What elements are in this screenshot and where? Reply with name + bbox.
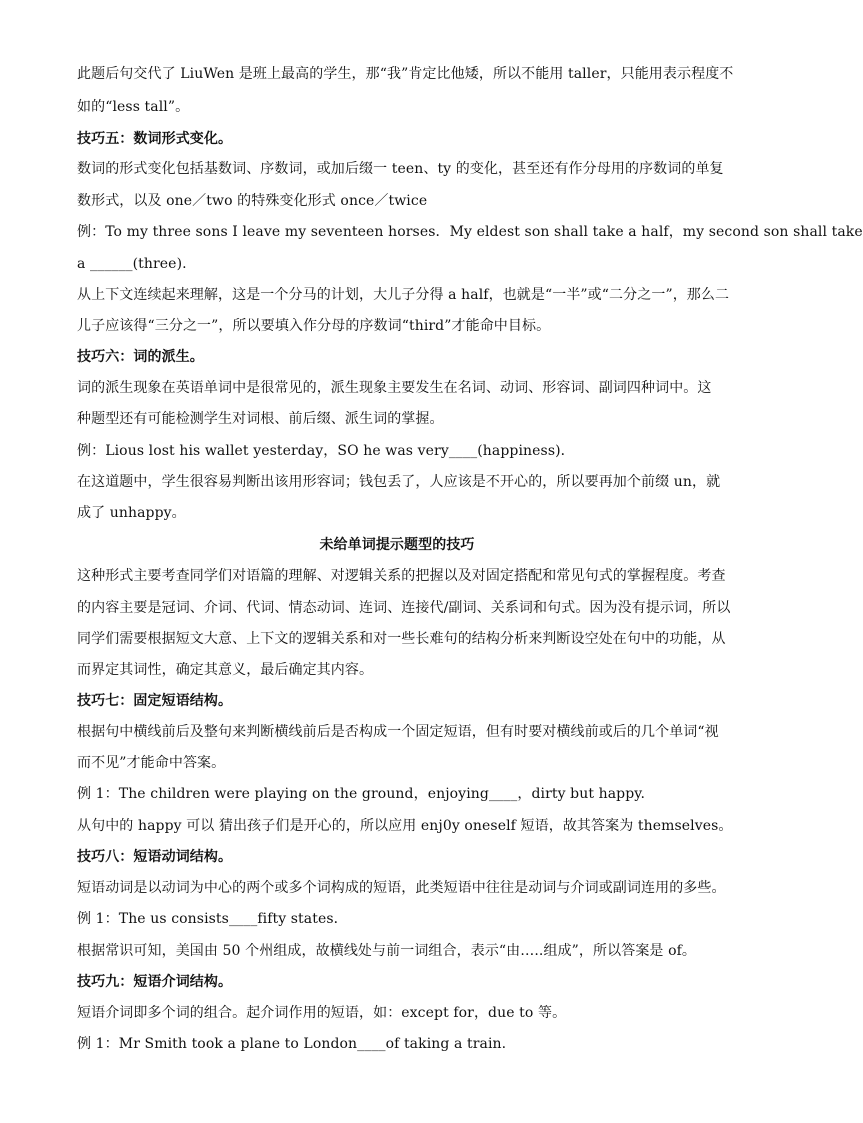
text-line: 而不见”才能命中答案。 <box>77 755 226 771</box>
text-line: 而界定其词性，确定其意义，最后确定其内容。 <box>77 662 374 678</box>
text-line: 同学们需要根据短文大意、上下文的逻辑关系和对一些长难句的结构分析来判断设空处在句中的功能，从 <box>77 631 726 647</box>
example-line: 例：To my three sons I leave my seventeen horses．My eldest son shall take a half，my second son shall take <box>77 224 863 240</box>
text-line: 的内容主要是冠词、介词、代词、情态动词、连词、连接代/副词、关系词和句式。因为没有提示词，所以 <box>77 600 731 616</box>
text-line: 从句中的 happy 可以 猜出孩子们是开心的，所以应用 enj0y oneself 短语，故其答案为 themselves。 <box>77 818 733 834</box>
example-line: 例 1：The children were playing on the ground，enjoying____，dirty but happy. <box>77 786 646 802</box>
section-heading: 技巧八：短语动词结构。 <box>77 849 233 865</box>
section-heading: 技巧七：固定短语结构。 <box>77 693 233 709</box>
text-line: 数词的形式变化包括基数词、序数词，或加后缀一 teen、ty 的变化，甚至还有作分母用的序数词的单复 <box>77 161 724 177</box>
example-line: a ______(three). <box>77 256 187 272</box>
text-line: 种题型还有可能检测学生对词根、前后缀、派生词的掌握。 <box>77 411 444 427</box>
example-line: 例：Lious lost his wallet yesterday，SO he was very____(happiness)． <box>77 443 575 459</box>
text-line: 根据句中横线前后及整句来判断横线前后是否构成一个固定短语，但有时要对横线前或后的几个单词“视 <box>77 724 719 740</box>
text-line: 短语动词是以动词为中心的两个或多个词构成的短语，此类短语中往往是动词与介词或副词连用的多些。 <box>77 880 726 896</box>
section-title: 未给单词提示题型的技巧 <box>319 537 475 553</box>
text-line: 成了 unhappy。 <box>77 505 186 521</box>
text-line: 如的“less tall”。 <box>77 99 190 115</box>
text-line: 根据常识可知，美国由 50 个州组成，故横线处与前一词组合，表示“由…..组成”，所以答案是 of。 <box>77 943 696 959</box>
text-line: 儿子应该得“三分之一”，所以要填入作分母的序数词“third”才能命中目标。 <box>77 318 551 334</box>
section-heading: 技巧五：数词形式变化。 <box>77 131 233 147</box>
text-line: 数形式，以及 one／two 的特殊变化形式 once／twice <box>77 193 428 209</box>
example-line: 例 1：Mr Smith took a plane to London____of taking a train. <box>77 1036 507 1052</box>
example-line: 例 1：The us consists____fifty states． <box>77 911 348 927</box>
text-line: 词的派生现象在英语单词中是很常见的，派生现象主要发生在名词、动词、形容词、副词四种词中。这 <box>77 380 712 396</box>
section-heading: 技巧九：短语介词结构。 <box>77 974 233 990</box>
text-line: 此题后句交代了 LiuWen 是班上最高的学生，那“我”肯定比他矮，所以不能用 taller，只能用表示程度不 <box>77 66 734 82</box>
text-line: 从上下文连续起来理解，这是一个分马的计划，大儿子分得 a half，也就是“一半”或“二分之一”，那么二 <box>77 287 730 303</box>
text-line: 在这道题中，学生很容易判断出该用形容词；钱包丢了，人应该是不开心的，所以要再加个前缀 un，就 <box>77 474 721 490</box>
section-heading: 技巧六：词的派生。 <box>77 349 204 365</box>
text-line: 这种形式主要考查同学们对语篇的理解、对逻辑关系的把握以及对固定搭配和常见句式的掌握程度。考查 <box>77 568 726 584</box>
text-line: 短语介词即多个词的组合。起介词作用的短语，如：except for，due to 等。 <box>77 1005 567 1021</box>
